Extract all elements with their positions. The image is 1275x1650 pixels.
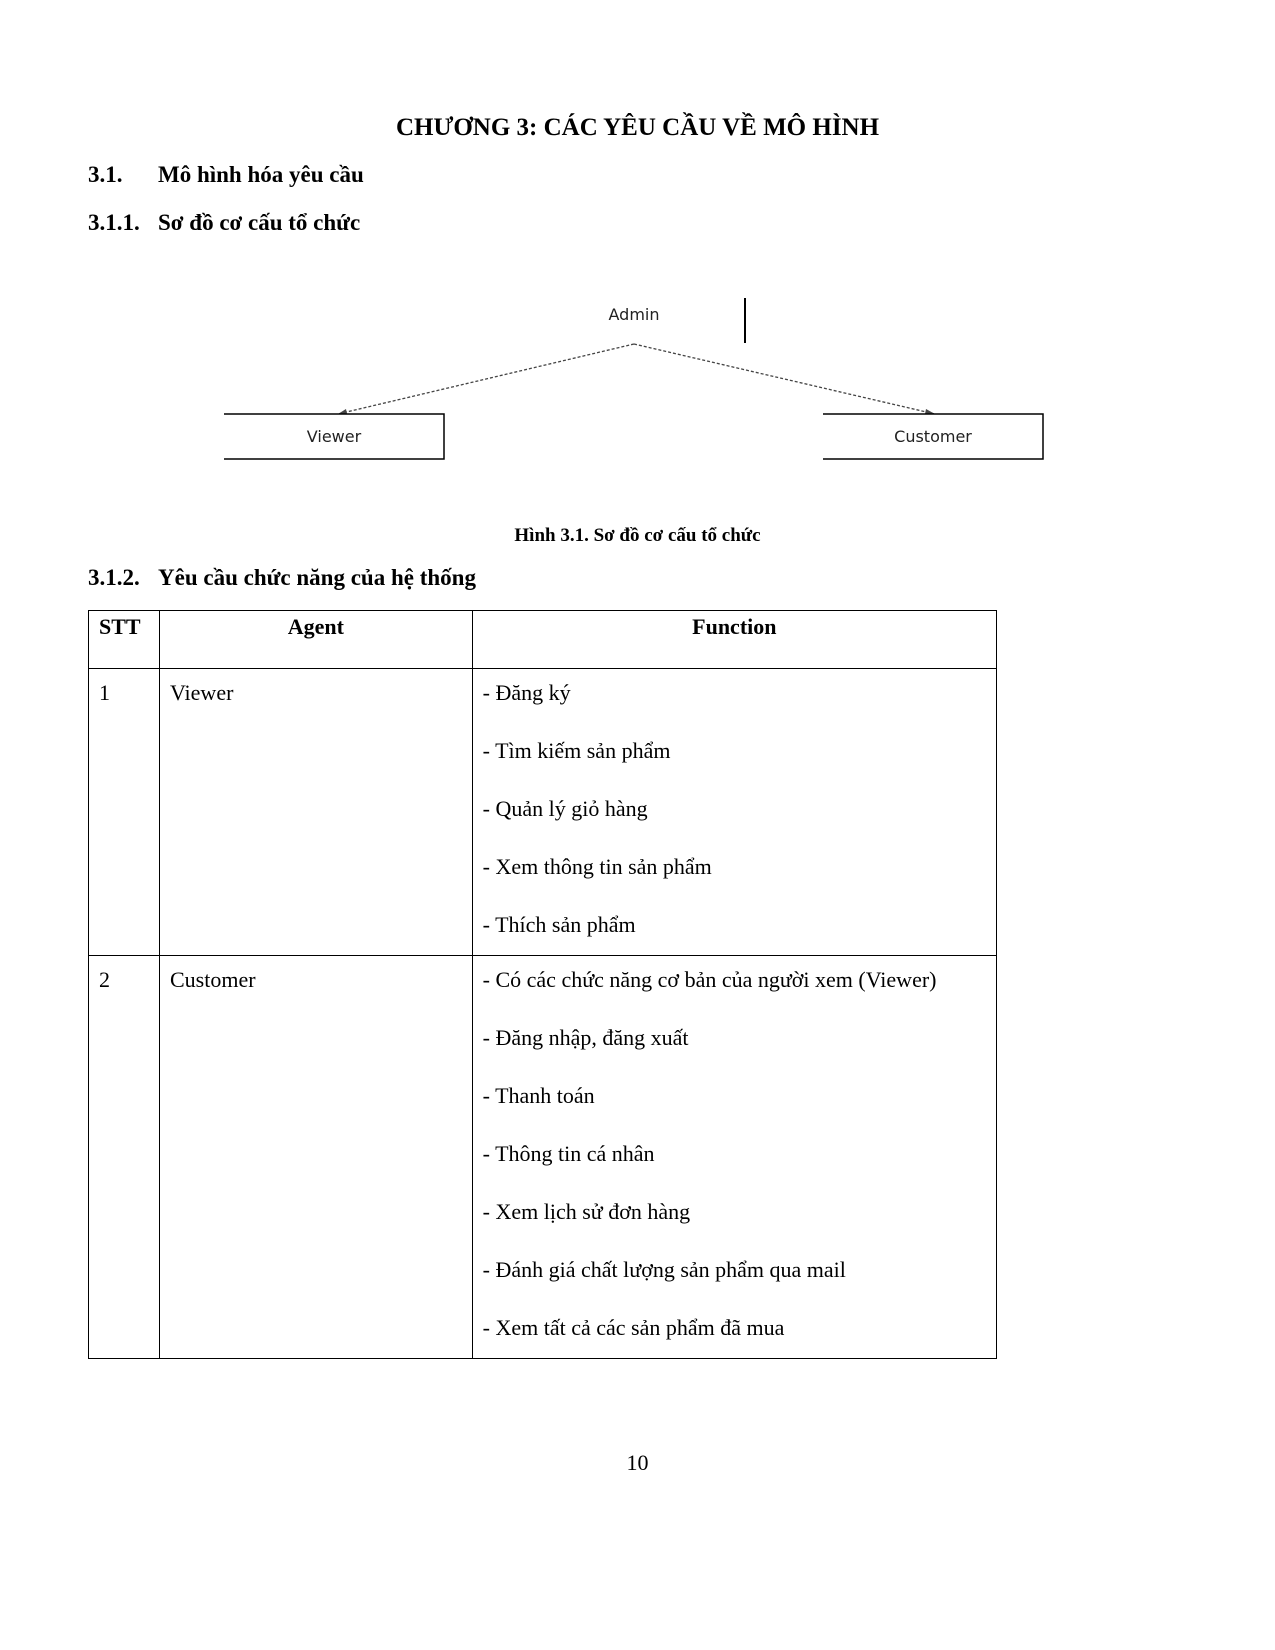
function-item: - Thanh toán (482, 1083, 595, 1108)
function-item: - Tìm kiếm sản phẩm (482, 738, 671, 763)
table-header-row (89, 611, 997, 669)
function-item: - Xem thông tin sản phẩm (482, 854, 712, 879)
function-requirements-table (88, 610, 997, 1359)
function-item: - Đánh giá chất lượng sản phẩm qua mail (482, 1257, 846, 1282)
table-row (89, 956, 997, 1359)
column-header-function: Function (472, 611, 996, 669)
agent-value: Customer (169, 967, 256, 992)
section-title: Yêu cầu chức năng của hệ thống (158, 565, 476, 590)
cell-stt (89, 669, 160, 956)
diagram-customer-label: Customer (894, 427, 972, 446)
page-number: 10 (626, 1450, 649, 1475)
function-item: - Xem tất cả các sản phẩm đã mua (482, 1315, 785, 1340)
cell-functions (472, 956, 996, 1359)
section-title: Mô hình hóa yêu cầu (158, 162, 364, 187)
cell-agent (159, 956, 472, 1359)
table-row (89, 669, 997, 956)
column-header-stt: STT (89, 611, 160, 669)
section-number: 3.1.1. (88, 210, 140, 235)
org-chart-diagram (0, 0, 1275, 500)
function-item: - Quản lý giỏ hàng (482, 796, 648, 821)
function-item: - Thích sản phẩm (482, 912, 636, 937)
function-item: - Xem lịch sử đơn hàng (482, 1199, 691, 1224)
agent-value: Viewer (169, 680, 234, 705)
stt-value: 2 (99, 967, 110, 992)
diagram-connector-right (634, 344, 935, 414)
section-number: 3.1.2. (88, 565, 140, 590)
function-item: - Đăng nhập, đăng xuất (482, 1025, 689, 1050)
stt-value: 1 (99, 680, 110, 705)
chapter-title: CHƯƠNG 3: CÁC YÊU CẦU VỀ MÔ HÌNH (395, 114, 880, 141)
cell-agent (159, 669, 472, 956)
section-title: Sơ đồ cơ cấu tổ chức (158, 210, 361, 235)
function-item: - Thông tin cá nhân (482, 1141, 655, 1166)
diagram-root-label: Admin (608, 305, 660, 324)
cell-stt (89, 956, 160, 1359)
section-number: 3.1. (88, 162, 123, 187)
figure-caption: Hình 3.1. Sơ đồ cơ cấu tổ chức (514, 525, 761, 546)
cell-functions (472, 669, 996, 956)
function-item: - Đăng ký (482, 680, 571, 705)
diagram-viewer-label: Viewer (306, 427, 362, 446)
column-header-agent: Agent (159, 611, 472, 669)
diagram-connector-left (338, 344, 634, 414)
function-item: - Có các chức năng cơ bản của người xem (Viewer) (482, 967, 937, 992)
